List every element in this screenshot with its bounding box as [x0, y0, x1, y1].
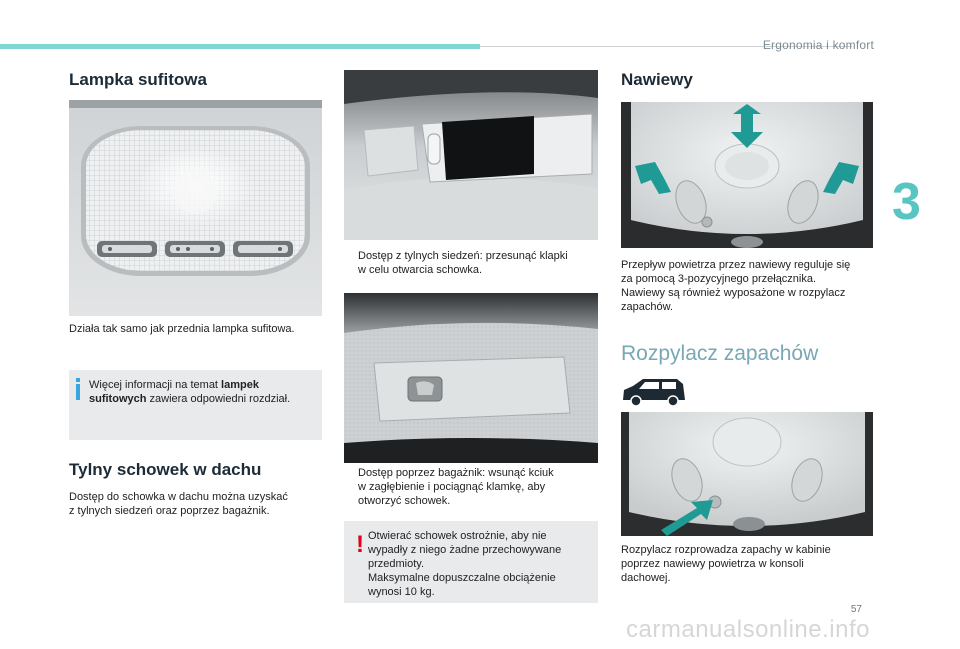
photo-roof-storage-rear: [344, 70, 598, 240]
warning-text: Otwierać schowek ostrożnie, aby nie wypadły z niego żadne przechowywane przedmioty. Maksymalne dopuszczalne obciążenie wynosi 10 kg.: [368, 530, 562, 598]
info-icon: [75, 378, 81, 400]
chapter-number: 3: [892, 173, 921, 231]
info-box-lamps: [69, 370, 322, 440]
section-title-nawiewy: Nawiewy: [621, 70, 693, 89]
vents-description: Przepływ powietrza przez nawiewy reguluje się za pomocą 3-pozycyjnego przełącznika. Nawiewy są również wyposażone w rozpylacz zapachów.: [621, 259, 851, 313]
warning-box: [344, 521, 598, 603]
photo-ceiling-lamp: [69, 100, 322, 316]
warning-icon: !: [356, 531, 364, 558]
photo-air-vents: [621, 102, 873, 248]
chapter-header-title: Ergonomia i komfort: [762, 38, 874, 52]
vehicle-silhouette-icon: [621, 376, 687, 408]
watermark: carmanualsonline.info: [626, 616, 870, 643]
bullet-rear-access: Dostęp z tylnych siedzeń: przesunąć klapki w celu otwarcia schowka.: [358, 250, 568, 276]
bullet-trunk-access: Dostęp poprzez bagażnik: wsunąć kciuk w zagłębienie i pociągnąć klamkę, aby otworzyć schowek.: [358, 467, 554, 507]
section-title-lampka: Lampka sufitowa: [69, 70, 207, 89]
lamp-caption: Działa tak samo jak przednia lampka sufitowa.: [69, 323, 295, 335]
schowek-intro: Dostęp do schowka w dachu można uzyskać z tylnych siedzeń oraz poprzez bagażnik.: [69, 491, 288, 517]
page-number: 57: [850, 604, 862, 615]
info-text: Więcej informacji na temat lampek sufitowych zawiera odpowiedni rozdział.: [89, 379, 291, 405]
photo-roof-storage-trunk: [344, 293, 598, 463]
section-title-schowek: Tylny schowek w dachu: [69, 460, 262, 479]
section-title-rozpylacz: Rozpylacz zapachów: [621, 342, 819, 365]
photo-fragrance-diffuser: [621, 412, 873, 536]
header-accent-bar: [0, 44, 480, 49]
diffuser-description: Rozpylacz rozprowadza zapachy w kabinie poprzez nawiewy powietrza w konsoli dachowej.: [621, 544, 831, 584]
